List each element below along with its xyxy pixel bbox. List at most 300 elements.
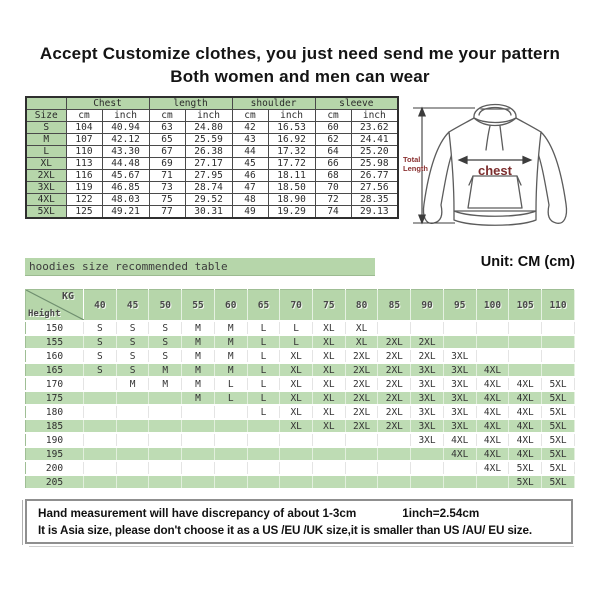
measure-cell: 16.53 — [268, 122, 315, 134]
size-recommendation-cell — [280, 433, 313, 447]
size-recommendation-cell: S — [116, 321, 149, 335]
size-recommendation-cell — [542, 335, 575, 349]
kg-height-corner-cell — [26, 290, 84, 322]
size-recommendation-cell: 4XL — [509, 377, 542, 391]
height-cell: 205 — [26, 475, 84, 489]
size-recommendation-cell — [149, 447, 182, 461]
matrix-row — [26, 363, 575, 377]
size-recommendation-cell: 3XL — [411, 363, 444, 377]
size-recommendation-cell — [542, 363, 575, 377]
size-table-group-header: shoulder — [232, 97, 315, 110]
size-recommendation-cell: L — [214, 391, 247, 405]
size-recommendation-cell: L — [247, 321, 280, 335]
matrix-row — [26, 391, 575, 405]
matrix-header-row — [26, 290, 575, 322]
size-recommendation-cell — [247, 419, 280, 433]
measure-cell: 29.13 — [351, 206, 398, 219]
measure-cell: 30.31 — [185, 206, 232, 219]
measure-cell: 27.17 — [185, 158, 232, 170]
size-recommendation-cell — [443, 335, 476, 349]
size-recommendation-cell — [378, 433, 411, 447]
size-recommendation-cell: 5XL — [542, 391, 575, 405]
size-recommendation-cell: XL — [313, 335, 346, 349]
size-recommendation-cell: M — [214, 335, 247, 349]
measure-cell: 27.56 — [351, 182, 398, 194]
size-recommendation-cell: 5XL — [509, 461, 542, 475]
size-recommendation-cell — [214, 461, 247, 475]
measure-cell: 70 — [315, 182, 351, 194]
size-recommendation-cell — [214, 475, 247, 489]
measure-cell: 116 — [66, 170, 102, 182]
measure-cell: 74 — [315, 206, 351, 219]
size-recommendation-cell — [84, 391, 117, 405]
size-recommendation-cell: XL — [313, 405, 346, 419]
measure-cell: 24.41 — [351, 134, 398, 146]
size-table-unit-header: inch — [268, 110, 315, 122]
size-recommendation-cell: M — [214, 321, 247, 335]
size-recommendation-cell — [182, 475, 215, 489]
size-cell: M — [26, 134, 66, 146]
measure-cell: 67 — [149, 146, 185, 158]
size-recommendation-cell: M — [182, 377, 215, 391]
measure-cell: 42 — [232, 122, 268, 134]
measure-cell: 29.52 — [185, 194, 232, 206]
measure-cell: 104 — [66, 122, 102, 134]
size-recommendation-cell — [247, 447, 280, 461]
size-recommendation-cell: 3XL — [411, 391, 444, 405]
size-recommendation-cell: M — [149, 377, 182, 391]
disclaimer-line1 — [38, 505, 560, 522]
size-recommendation-cell: 2XL — [378, 391, 411, 405]
size-recommendation-cell: 2XL — [378, 377, 411, 391]
measure-cell: 42.12 — [102, 134, 149, 146]
size-recommendation-cell: XL — [280, 363, 313, 377]
size-recommendation-cell: L — [247, 363, 280, 377]
size-recommendation-cell: S — [116, 335, 149, 349]
size-recommendation-cell — [247, 433, 280, 447]
measure-cell: 113 — [66, 158, 102, 170]
size-recommendation-cell: 2XL — [378, 419, 411, 433]
size-recommendation-cell: XL — [313, 391, 346, 405]
size-recommendation-cell: L — [247, 391, 280, 405]
measure-cell: 125 — [66, 206, 102, 219]
size-table-unit-header: cm — [149, 110, 185, 122]
size-recommendation-cell — [476, 321, 509, 335]
size-recommendation-cell — [345, 475, 378, 489]
measure-cell: 26.38 — [185, 146, 232, 158]
hoodie-hem — [454, 211, 536, 225]
size-recommendation-cell: 4XL — [476, 461, 509, 475]
size-recommendation-cell — [411, 447, 444, 461]
measure-cell: 40.94 — [102, 122, 149, 134]
size-recommendation-cell: XL — [313, 377, 346, 391]
size-cell: 2XL — [26, 170, 66, 182]
measure-cell: 43 — [232, 134, 268, 146]
size-recommendation-cell: 5XL — [509, 475, 542, 489]
weight-header: 50 — [149, 290, 182, 322]
height-cell: 150 — [26, 321, 84, 335]
size-recommendation-cell: L — [280, 321, 313, 335]
measure-cell: 25.98 — [351, 158, 398, 170]
size-recommendation-cell: XL — [313, 321, 346, 335]
size-recommendation-cell — [182, 433, 215, 447]
size-recommendation-cell: S — [149, 321, 182, 335]
weight-header: 90 — [411, 290, 444, 322]
size-recommendation-cell — [182, 405, 215, 419]
measure-cell: 25.20 — [351, 146, 398, 158]
size-table-row — [26, 182, 398, 194]
size-recommendation-cell: M — [182, 321, 215, 335]
size-recommendation-cell — [345, 447, 378, 461]
measure-cell: 62 — [315, 134, 351, 146]
measure-cell: 18.50 — [268, 182, 315, 194]
size-recommendation-cell: L — [247, 349, 280, 363]
size-recommendation-cell — [84, 461, 117, 475]
size-recommendation-cell — [84, 419, 117, 433]
measure-cell: 122 — [66, 194, 102, 206]
size-recommendation-cell — [149, 433, 182, 447]
height-cell: 190 — [26, 433, 84, 447]
size-recommendation-cell: 4XL — [509, 391, 542, 405]
size-recommendation-cell — [476, 335, 509, 349]
measure-cell: 27.95 — [185, 170, 232, 182]
chest-label: chest — [478, 163, 512, 178]
measure-cell: 77 — [149, 206, 185, 219]
height-cell: 165 — [26, 363, 84, 377]
size-recommendation-cell — [443, 475, 476, 489]
size-table-row — [26, 194, 398, 206]
size-recommendation-cell — [443, 461, 476, 475]
size-recommendation-cell: M — [214, 363, 247, 377]
size-recommendation-cell: L — [247, 377, 280, 391]
measure-cell: 69 — [149, 158, 185, 170]
size-recommendation-cell: M — [182, 391, 215, 405]
size-recommendation-cell: L — [280, 335, 313, 349]
size-table-unit-header: cm — [232, 110, 268, 122]
size-recommendation-cell — [542, 349, 575, 363]
size-recommendation-cell: M — [182, 335, 215, 349]
size-table-unit-header: inch — [102, 110, 149, 122]
size-recommendation-cell: XL — [313, 349, 346, 363]
measure-cell: 107 — [66, 134, 102, 146]
size-recommendation-cell: 4XL — [476, 363, 509, 377]
matrix-body — [26, 321, 575, 489]
height-label: Height — [28, 309, 61, 319]
size-recommendation-cell — [280, 475, 313, 489]
headline — [0, 42, 600, 88]
size-recommendation-cell: 3XL — [411, 419, 444, 433]
size-recommendation-cell: 4XL — [509, 447, 542, 461]
size-recommendation-cell: L — [214, 377, 247, 391]
size-recommendation-cell — [280, 461, 313, 475]
size-table-subheader-row — [26, 110, 398, 122]
size-recommendation-cell: S — [149, 349, 182, 363]
weight-header: 85 — [378, 290, 411, 322]
size-recommendation-cell — [509, 335, 542, 349]
size-table-unit-header: cm — [66, 110, 102, 122]
size-recommendation-cell — [378, 321, 411, 335]
size-table-unit-header: inch — [185, 110, 232, 122]
size-recommendation-cell — [476, 475, 509, 489]
size-recommendation-cell — [509, 363, 542, 377]
size-recommendation-cell: XL — [280, 349, 313, 363]
size-recommendation-cell — [378, 475, 411, 489]
size-recommendation-cell — [378, 447, 411, 461]
size-recommendation-cell: 5XL — [542, 419, 575, 433]
size-recommendation-cell — [411, 321, 444, 335]
size-table-row — [26, 146, 398, 158]
size-recommendation-cell: M — [182, 349, 215, 363]
measure-cell: 45 — [232, 158, 268, 170]
size-table-body — [26, 122, 398, 219]
size-table-row — [26, 122, 398, 134]
size-recommendation-cell: S — [84, 335, 117, 349]
matrix-row — [26, 405, 575, 419]
size-recommendation-cell: L — [247, 405, 280, 419]
size-recommendation-cell — [313, 447, 346, 461]
size-recommendation-cell — [84, 447, 117, 461]
size-recommendation-cell: S — [84, 363, 117, 377]
headline-line1: Accept Customize clothes, you just need send me your pattern — [39, 44, 561, 63]
size-recommendation-cell — [443, 321, 476, 335]
matrix-row — [26, 377, 575, 391]
size-recommendation-cell — [345, 461, 378, 475]
size-recommendation-cell — [116, 419, 149, 433]
size-cell: 5XL — [26, 206, 66, 219]
weight-header: 60 — [214, 290, 247, 322]
size-table-corner — [26, 97, 66, 110]
size-recommendation-cell — [84, 405, 117, 419]
size-recommendation-cell — [116, 461, 149, 475]
size-recommendation-cell — [116, 405, 149, 419]
size-recommendation-cell: 3XL — [443, 363, 476, 377]
measure-cell: 72 — [315, 194, 351, 206]
measure-cell: 17.32 — [268, 146, 315, 158]
matrix-row — [26, 433, 575, 447]
height-cell: 180 — [26, 405, 84, 419]
height-cell: 170 — [26, 377, 84, 391]
weight-header: 70 — [280, 290, 313, 322]
size-recommendation-cell — [214, 447, 247, 461]
size-recommendation-cell: XL — [345, 321, 378, 335]
measure-cell: 45.67 — [102, 170, 149, 182]
size-table-unit-header: inch — [351, 110, 398, 122]
weight-header: 95 — [443, 290, 476, 322]
matrix-row — [26, 349, 575, 363]
measure-cell: 28.35 — [351, 194, 398, 206]
size-recommendation-cell: 4XL — [443, 433, 476, 447]
size-recommendation-cell — [313, 461, 346, 475]
size-recommendation-cell: 2XL — [378, 349, 411, 363]
size-recommendation-cell — [84, 475, 117, 489]
weight-header: 110 — [542, 290, 575, 322]
hoodie-pocket — [468, 176, 522, 208]
measure-cell: 71 — [149, 170, 185, 182]
size-recommendation-cell: 4XL — [509, 433, 542, 447]
size-recommendation-cell: S — [116, 363, 149, 377]
size-recommendation-cell: 4XL — [509, 419, 542, 433]
size-recommendation-cell — [345, 433, 378, 447]
size-recommendation-cell: XL — [345, 335, 378, 349]
measure-cell: 110 — [66, 146, 102, 158]
measure-cell: 46.85 — [102, 182, 149, 194]
size-recommendation-cell: S — [84, 321, 117, 335]
height-cell: 200 — [26, 461, 84, 475]
measure-cell: 16.92 — [268, 134, 315, 146]
measure-cell: 49 — [232, 206, 268, 219]
height-cell: 185 — [26, 419, 84, 433]
matrix-row — [26, 447, 575, 461]
weight-header: 105 — [509, 290, 542, 322]
measure-cell: 49.21 — [102, 206, 149, 219]
size-recommendation-cell — [149, 461, 182, 475]
size-recommendation-cell — [313, 433, 346, 447]
size-recommendation-cell: M — [214, 349, 247, 363]
weight-header: 55 — [182, 290, 215, 322]
weight-header: 75 — [313, 290, 346, 322]
size-recommendation-cell — [149, 405, 182, 419]
size-recommendation-cell — [116, 391, 149, 405]
measure-cell: 17.72 — [268, 158, 315, 170]
measure-cell: 46 — [232, 170, 268, 182]
measure-cell: 44.48 — [102, 158, 149, 170]
size-measurement-table — [25, 96, 399, 219]
size-recommendation-cell: 3XL — [443, 419, 476, 433]
size-recommendation-cell — [149, 419, 182, 433]
size-recommendation-cell: 3XL — [443, 391, 476, 405]
size-cell: S — [26, 122, 66, 134]
measure-cell: 44 — [232, 146, 268, 158]
size-recommendation-cell — [509, 321, 542, 335]
size-recommendation-cell — [247, 475, 280, 489]
size-table-group-header: Chest — [66, 97, 149, 110]
size-recommendation-cell — [182, 461, 215, 475]
weight-header: 80 — [345, 290, 378, 322]
size-recommendation-cell — [84, 433, 117, 447]
height-cell: 160 — [26, 349, 84, 363]
measure-cell: 19.29 — [268, 206, 315, 219]
size-table-row — [26, 206, 398, 219]
size-recommendation-cell: 5XL — [542, 461, 575, 475]
size-recommendation-cell — [149, 391, 182, 405]
size-recommendation-cell: 4XL — [476, 391, 509, 405]
size-recommendation-cell — [182, 419, 215, 433]
weight-header: 100 — [476, 290, 509, 322]
measure-cell: 25.59 — [185, 134, 232, 146]
matrix-row — [26, 475, 575, 489]
size-recommendation-cell — [378, 461, 411, 475]
size-recommendation-cell: 2XL — [345, 363, 378, 377]
recommended-table-banner: hoodies size recommended table — [25, 258, 375, 276]
size-recommendation-cell: 2XL — [378, 335, 411, 349]
measure-cell: 47 — [232, 182, 268, 194]
weight-header: 65 — [247, 290, 280, 322]
measure-cell: 18.11 — [268, 170, 315, 182]
size-recommendation-cell: XL — [313, 363, 346, 377]
disclaimer-inch-text: 1inch=2.54cm — [402, 507, 480, 520]
size-recommendation-cell: 2XL — [411, 335, 444, 349]
size-recommendation-cell: 4XL — [443, 447, 476, 461]
height-cell: 175 — [26, 391, 84, 405]
measure-cell: 23.62 — [351, 122, 398, 134]
size-recommendation-cell: 4XL — [476, 433, 509, 447]
size-recommendation-cell: 5XL — [542, 433, 575, 447]
size-recommendation-cell: 3XL — [411, 433, 444, 447]
size-recommendation-cell: 2XL — [345, 419, 378, 433]
size-recommendation-cell: 5XL — [542, 447, 575, 461]
measure-cell: 48.03 — [102, 194, 149, 206]
measure-cell: 63 — [149, 122, 185, 134]
size-recommendation-cell — [509, 349, 542, 363]
size-recommendation-cell: S — [84, 349, 117, 363]
size-recommendation-cell: 5XL — [542, 405, 575, 419]
size-recommendation-cell: 2XL — [411, 349, 444, 363]
kg-label: KG — [61, 291, 74, 302]
measure-cell: 119 — [66, 182, 102, 194]
size-recommendation-cell: 3XL — [443, 405, 476, 419]
size-recommendation-cell — [280, 447, 313, 461]
size-recommendation-cell: 2XL — [378, 405, 411, 419]
size-recommendation-cell — [313, 475, 346, 489]
disclaimer-box — [25, 499, 573, 544]
size-recommendation-cell — [542, 321, 575, 335]
size-recommendation-cell: 4XL — [476, 377, 509, 391]
size-table-size-header: Size — [26, 110, 66, 122]
size-recommendation-cell — [116, 433, 149, 447]
size-recommendation-cell: 3XL — [443, 349, 476, 363]
measure-cell: 24.80 — [185, 122, 232, 134]
size-recommendation-cell: 4XL — [476, 419, 509, 433]
size-recommendation-cell: 4XL — [476, 447, 509, 461]
size-recommendation-cell — [116, 447, 149, 461]
size-recommendation-cell: M — [149, 363, 182, 377]
size-recommendation-cell — [116, 475, 149, 489]
size-cell: 4XL — [26, 194, 66, 206]
size-recommendation-cell — [476, 349, 509, 363]
size-recommendation-cell: XL — [280, 391, 313, 405]
size-recommendation-cell — [149, 475, 182, 489]
size-table-row — [26, 134, 398, 146]
size-recommendation-cell: 3XL — [411, 405, 444, 419]
size-recommendation-cell: S — [149, 335, 182, 349]
size-table-group-header: length — [149, 97, 232, 110]
unit-label: Unit: CM (cm) — [480, 254, 575, 270]
size-recommendation-cell: 2XL — [345, 349, 378, 363]
size-recommendation-cell: 4XL — [476, 405, 509, 419]
measure-cell: 65 — [149, 134, 185, 146]
size-recommendation-cell: 5XL — [542, 475, 575, 489]
size-recommendation-cell: XL — [313, 419, 346, 433]
size-recommendation-table — [25, 289, 575, 490]
size-recommendation-cell — [214, 419, 247, 433]
measure-cell: 28.74 — [185, 182, 232, 194]
size-recommendation-cell — [84, 377, 117, 391]
matrix-row — [26, 461, 575, 475]
size-recommendation-cell — [214, 405, 247, 419]
matrix-row — [26, 419, 575, 433]
measure-cell: 26.77 — [351, 170, 398, 182]
size-table-unit-header: cm — [315, 110, 351, 122]
measure-cell: 18.90 — [268, 194, 315, 206]
size-recommendation-cell: XL — [280, 377, 313, 391]
size-recommendation-cell: L — [247, 335, 280, 349]
height-cell: 195 — [26, 447, 84, 461]
measure-cell: 75 — [149, 194, 185, 206]
size-recommendation-cell: XL — [280, 405, 313, 419]
disclaimer-measure-text: Hand measurement will have discrepancy of about 1-3cm — [38, 507, 357, 520]
total-length-label: Total Length — [403, 155, 428, 173]
size-recommendation-cell — [411, 461, 444, 475]
